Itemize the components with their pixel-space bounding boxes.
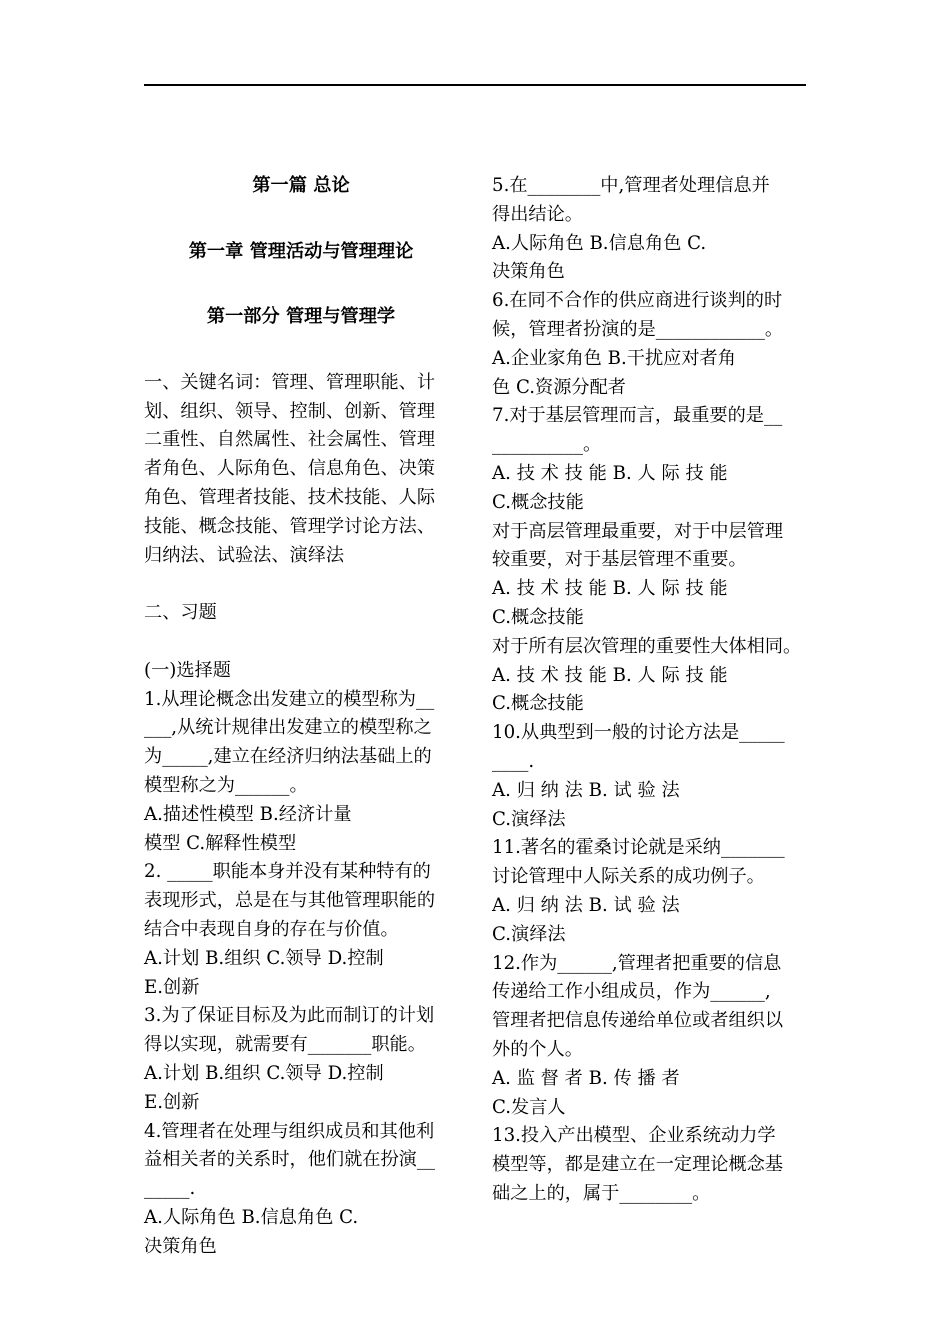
text-line: 决策角色	[144, 1235, 217, 1257]
text-line: 础之上的，属于________。	[492, 1182, 711, 1204]
text-line: E.创新	[144, 976, 200, 998]
text-line: A. 技 术 技 能 B. 人 际 技 能	[492, 462, 728, 484]
text-line: 得出结论。	[492, 203, 583, 225]
text-line: 1.从理论概念出发建立的模型称为__	[144, 688, 435, 710]
text-line: 模型称之为______。	[144, 774, 308, 796]
text-line: 3.为了保证目标及为此而制订的计划	[144, 1005, 435, 1027]
text-line: 一、关键名词：管理、管理职能、计	[144, 371, 436, 393]
text-line: 模型 C.解释性模型	[144, 832, 297, 854]
right-column	[492, 172, 806, 1209]
text-line: 10.从典型到一般的讨论方法是_____	[492, 722, 785, 744]
text-line: C.发言人	[492, 1096, 566, 1118]
text-line: 管理者把信息传递给单位或者组织以	[492, 1010, 784, 1032]
text-line: 12.作为______,管理者把重要的信息	[492, 952, 782, 974]
text-line: (一)选择题	[144, 659, 231, 681]
text-line: 结合中表现自身的存在与价值。	[144, 918, 399, 940]
text-line	[144, 570, 458, 599]
text-line: 2. _____职能本身并没有某种特有的	[144, 861, 431, 883]
text-line: 归纳法、试验法、演绎法	[144, 544, 345, 566]
text-line: 益相关者的关系时，他们就在扮演__	[144, 1149, 436, 1171]
text-line: 11.著名的霍桑讨论就是采纳_______	[492, 837, 785, 859]
text-line: ____.	[492, 750, 535, 772]
text-line: ___,从统计规律出发建立的模型称之	[144, 717, 432, 739]
text-line: 5.在________中,管理者处理信息并	[492, 175, 770, 196]
text-line: 外的个人。	[492, 1038, 583, 1060]
text-line	[144, 628, 458, 657]
text-line: A. 监 督 者 B. 传 播 者	[492, 1067, 680, 1089]
text-line: 传递给工作小组成员，作为______,	[492, 981, 771, 1003]
text-line: _____.	[144, 1178, 196, 1200]
text-line: A.计划 B.组织 C.领导 D.控制	[144, 1062, 384, 1084]
text-line: C.概念技能	[492, 693, 584, 715]
text-line: 二重性、自然属性、社会属性、管理	[144, 429, 436, 451]
text-line: 候，管理者扮演的是____________。	[492, 318, 784, 340]
text-line: __________。	[492, 434, 602, 456]
text-line: A. 归 纳 法 B. 试 验 法	[492, 894, 680, 916]
text-line: A. 归 纳 法 B. 试 验 法	[492, 779, 680, 801]
text-line: 为_____,建立在经济归纳法基础上的	[144, 746, 432, 768]
header-rule	[144, 84, 806, 86]
text-line: A.人际角色 B.信息角色 C.	[492, 232, 707, 254]
left-body-text	[144, 369, 458, 1262]
text-line: C.演绎法	[492, 923, 566, 945]
text-line: 讨论管理中人际关系的成功例子。	[492, 866, 765, 888]
text-line: 得以实现，就需要有_______职能。	[144, 1034, 426, 1056]
left-column	[144, 172, 458, 1261]
part-title: 第一篇 总论	[252, 175, 350, 196]
text-line: A.企业家角色 B.干扰应对者角	[492, 347, 736, 369]
section-title: 第一部分 管理与管理学	[206, 306, 396, 328]
chapter-title: 第一章 管理活动与管理理论	[188, 240, 414, 262]
text-line: 二、习题	[144, 602, 217, 624]
text-line: 角色、管理者技能、技术技能、人际	[144, 486, 436, 508]
text-line: C.概念技能	[492, 606, 584, 628]
text-line: E.创新	[144, 1091, 200, 1113]
right-body-text	[492, 172, 806, 1209]
text-line: C.演绎法	[492, 808, 566, 830]
text-line: A. 技 术 技 能 B. 人 际 技 能	[492, 578, 728, 600]
text-line: 技能、概念技能、管理学讨论方法、	[144, 515, 436, 537]
text-line: C.概念技能	[492, 491, 584, 513]
text-line: 表现形式，总是在与其他管理职能的	[144, 890, 436, 912]
text-line: 决策角色	[492, 261, 565, 283]
text-line: 4.管理者在处理与组织成员和其他利	[144, 1120, 435, 1142]
text-line: 6.在同不合作的供应商进行谈判的时	[492, 290, 783, 312]
text-line: 对于所有层次管理的重要性大体相同。	[492, 635, 802, 657]
text-line: A.描述性模型 B.经济计量	[144, 803, 352, 825]
text-line: 对于高层管理最重要，对于中层管理	[492, 520, 784, 542]
text-line: A. 技 术 技 能 B. 人 际 技 能	[492, 664, 728, 686]
text-line: A.计划 B.组织 C.领导 D.控制	[144, 947, 384, 969]
text-line: 模型等，都是建立在一定理论概念基	[492, 1154, 784, 1176]
text-line: 者角色、人际角色、信息角色、决策	[144, 458, 436, 480]
text-line: 13.投入产出模型、企业系统动力学	[492, 1125, 776, 1147]
text-line: 色 C.资源分配者	[492, 376, 626, 398]
text-line: 7.对于基层管理而言，最重要的是__	[492, 405, 783, 427]
text-line: A.人际角色 B.信息角色 C.	[144, 1206, 359, 1228]
text-line: 较重要，对于基层管理不重要。	[492, 549, 747, 571]
text-line: 划、组织、领导、控制、创新、管理	[144, 400, 436, 422]
